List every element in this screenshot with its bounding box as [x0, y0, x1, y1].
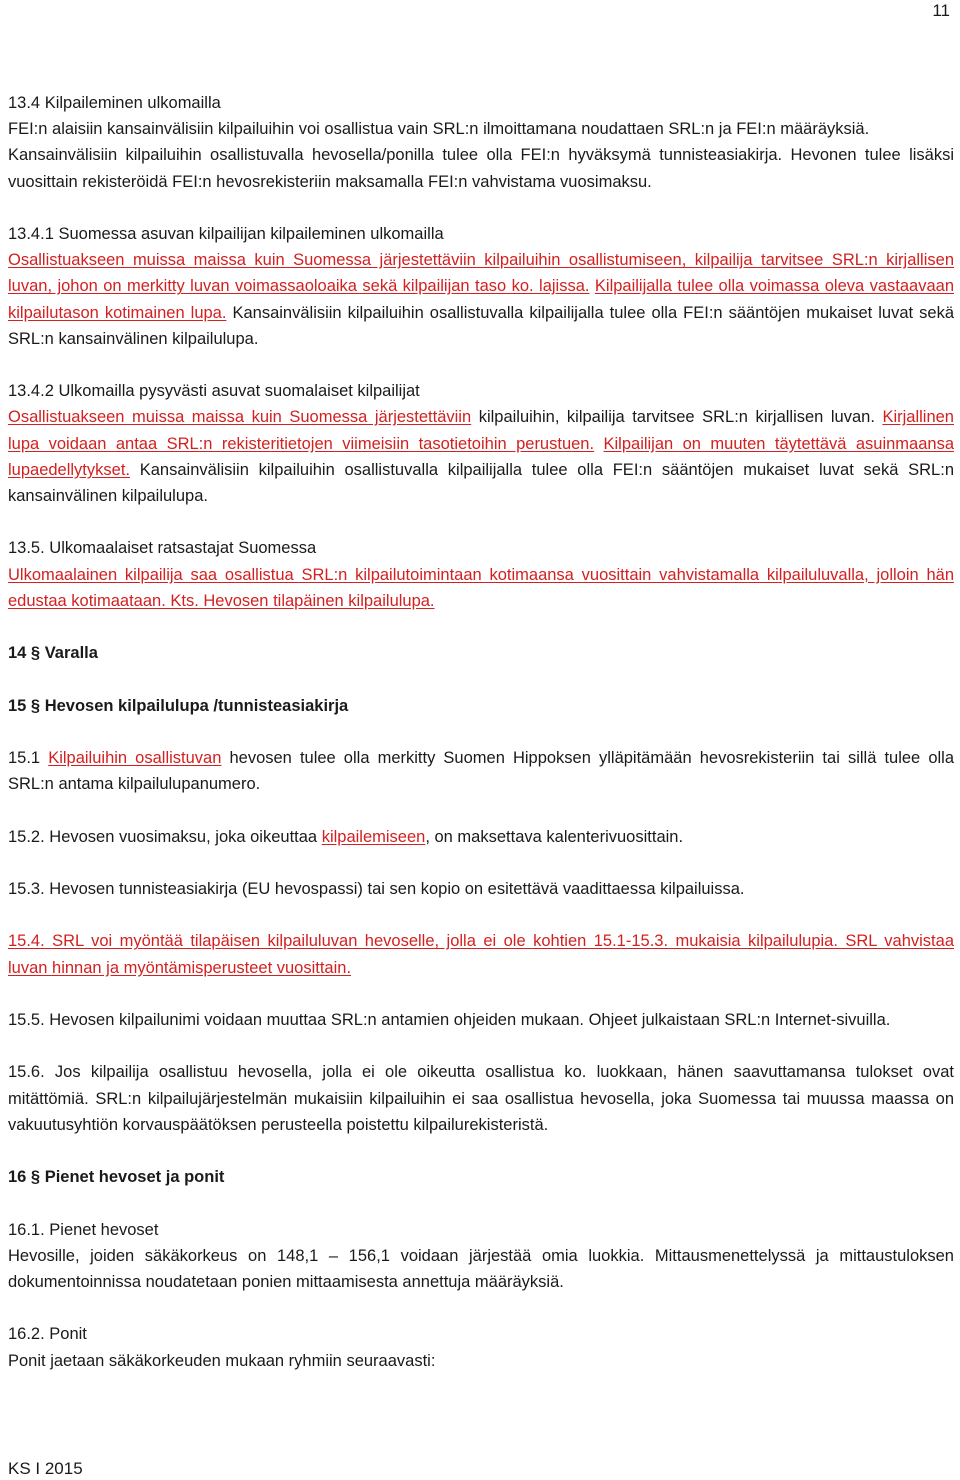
section-13-4-para-2: Kansainvälisiin kilpailuihin osallistuvalla hevosella/ponilla tulee olla FEI:n hyväksymä tunnisteasiakirja. Hevonen tulee lisäksi vuosittain rekisteröidä FEI:n hevosrekisteriin maksamalla FEI:n vahvistama vuosimaksu.: [8, 146, 954, 191]
section-15-6-para: 15.6. Jos kilpailija osallistuu hevosella, jolla ei ole oikeutta osallistua ko. luokkaan, hänen saavuttamansa tulokset ovat mitättömiä. SRL:n kilpailujärjestelmän mukaisiin kilpailuihin ei saa osallistua hevosella, joka Suomessa tai muussa maassa on vakuutusyhtiön korvauspäätöksen perusteella poistettu kilpailurekisteristä.: [8, 1063, 954, 1134]
revision-text: kilpailemiseen: [321, 827, 426, 846]
revision-text: Ulkomaalainen kilpailija saa osallistua SRL:n kilpailutoimintaan kotimaansa vuosittain vahvistamalla kilpailuluvalla, jolloin hän edustaa kotimaataan. Kts. Hevosen tilapäinen kilpailulupa.: [8, 565, 954, 610]
section-13-4-1-para: [8, 247, 954, 352]
section-13-4-para-1: FEI:n alaisiin kansainvälisiin kilpailuihin voi osallistua vain SRL:n ilmoittamana noudattaen SRL:n ja FEI:n määräyksiä.: [8, 120, 870, 139]
section-16-heading: 16 § Pienet hevoset ja ponit: [8, 1168, 225, 1187]
body-text: Kansainvälisiin kilpailuihin osallistuvalla kilpailijalla tulee olla FEI:n sääntöjen mukaiset luvat sekä SRL:n kansainvälinen kilpailulupa.: [8, 460, 954, 506]
body-text: hevosen tulee olla merkitty Suomen Hippoksen ylläpitämään hevosrekisteriin tai sillä tulee olla SRL:n antama kilpailulupanumero.: [8, 748, 954, 794]
revision-text: Osallistuakseen muissa maissa kuin Suomessa järjestettäviin: [8, 408, 472, 427]
section-13-4-1-title: 13.4.1 Suomessa asuvan kilpailijan kilpaileminen ulkomailla: [8, 225, 444, 243]
revision-text: 15.4. SRL voi myöntää tilapäisen kilpailuluvan hevoselle, jolla ei ole kohtien 15.1-15.3. mukaisia kilpailulupia. SRL vahvistaa luvan hinnan ja myöntämisperusteet vuosittain.: [8, 932, 954, 977]
section-13-4-2-para: [8, 404, 954, 509]
document-body: [8, 90, 954, 1374]
section-15-4-para: [8, 928, 954, 980]
revision-text: Osallistuakseen muissa maissa kuin Suomessa järjestettäviin kilpailuihin osallistumiseen, kilpailija tarvitsee SRL:n kirjallisen luvan, johon on merkitty luvan voimassaoloaika sekä kilpailijan taso ko. lajissa.: [8, 251, 954, 296]
section-16-1-para: Hevosille, joiden säkäkorkeus on 148,1 – 156,1 voidaan järjestää omia luokkia. Mittausmenettelyssä ja mittaustuloksen dokumentoinnissa noudatetaan ponien mittaamisesta annettuja määräyksiä.: [8, 1246, 954, 1291]
body-text: , on maksettava kalenterivuosittain.: [425, 827, 684, 846]
section-15-3-para: 15.3. Hevosen tunnisteasiakirja (EU hevospassi) tai sen kopio on esitettävä vaadittaessa kilpailuissa.: [8, 879, 745, 898]
page-number: 11: [932, 1, 950, 20]
section-16-2-para: Ponit jaetaan säkäkorkeuden mukaan ryhmiin seuraavasti:: [8, 1351, 436, 1370]
revision-text: Kilpailuihin osallistuvan: [48, 748, 222, 767]
section-14-heading: 14 § Varalla: [8, 644, 98, 663]
footer-text: KS I 2015: [8, 1459, 83, 1478]
section-15-2-para: [8, 824, 954, 850]
revision-text: Kilpailijan on muuten täytettävä asuinmaansa lupaedellytykset.: [8, 434, 954, 479]
section-13-4-title: 13.4 Kilpaileminen ulkomailla: [8, 94, 221, 112]
body-text: 15.2. Hevosen vuosimaksu, joka oikeuttaa: [8, 827, 322, 846]
body-text: kilpailuihin, kilpailija tarvitsee SRL:n kirjallisen luvan.: [478, 408, 875, 427]
section-13-4-2-title: 13.4.2 Ulkomailla pysyvästi asuvat suomalaiset kilpailijat: [8, 382, 420, 401]
section-16-2-title: 16.2. Ponit: [8, 1325, 87, 1344]
body-text: Kansainvälisiin kilpailuihin osallistuvalla kilpailijalla tulee olla FEI:n sääntöjen mukaiset luvat sekä SRL:n kansainvälinen kilpailulupa.: [8, 303, 954, 348]
section-15-1-para: [8, 745, 954, 797]
revision-text: Kirjallinen lupa voidaan antaa SRL:n rekisteritietojen viimeisiin tasotietoihin perustuen.: [8, 408, 954, 453]
section-15-heading: 15 § Hevosen kilpailulupa /tunnisteasiakirja: [8, 696, 349, 715]
section-13-5-title: 13.5. Ulkomaalaiset ratsastajat Suomessa: [8, 539, 317, 558]
section-16-1-title: 16.1. Pienet hevoset: [8, 1220, 159, 1239]
body-text: 15.1: [8, 748, 49, 767]
section-13-5-para: [8, 562, 954, 614]
revision-text: Kilpailijalla tulee olla voimassa oleva vastaavaan kilpailutason kotimainen lupa.: [8, 277, 954, 322]
section-15-5-para: 15.5. Hevosen kilpailunimi voidaan muuttaa SRL:n antamien ohjeiden mukaan. Ohjeet julkaistaan SRL:n Internet-sivuilla.: [8, 1010, 891, 1029]
